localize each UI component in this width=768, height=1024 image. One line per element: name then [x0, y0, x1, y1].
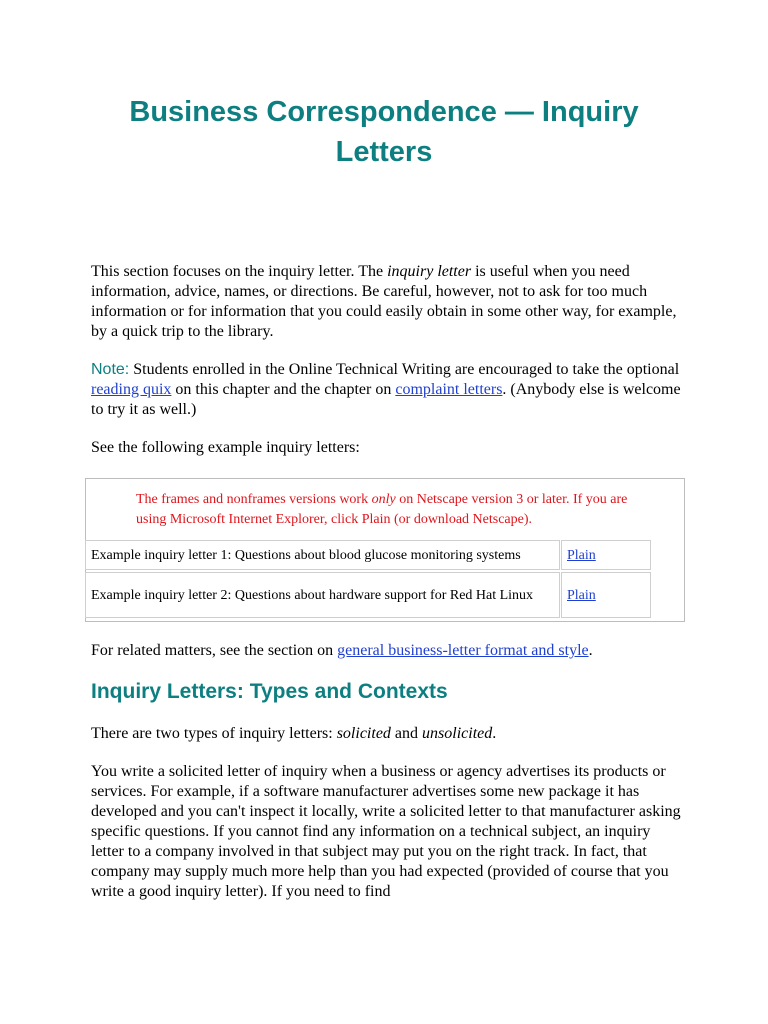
unsolicited-term: unsolicited — [422, 725, 493, 742]
related-paragraph — [91, 641, 691, 661]
reading-quiz-link[interactable]: reading quix — [91, 381, 172, 398]
example-row-1-label — [85, 540, 560, 570]
browser-compatibility-notice — [136, 490, 656, 530]
notice-text-2: on Netscape version 3 or later. If you are using Microsoft Internet Explorer, click Plain (or download Netscape). — [136, 492, 628, 527]
intro-text-2: is useful when you need information, advice, names, or directions. Be careful, however, not to ask for too much information or for information that you could easily obtain in some other way, for example, by a quick trip to the library. — [91, 263, 677, 340]
related-text-1: For related matters, see the section on — [91, 642, 338, 659]
page-title: Business Correspondence — Inquiry Letters — [129, 96, 639, 168]
intro-paragraph — [91, 262, 691, 342]
note-label: Note: — [91, 361, 130, 378]
solicited-term: solicited — [336, 725, 391, 742]
types-text-2: and — [390, 725, 423, 742]
business-letter-format-link[interactable]: general business-letter format and style — [337, 642, 589, 659]
intro-emphasis: inquiry letter — [387, 263, 472, 280]
note-text-1: Students enrolled in the Online Technical Writing are encouraged to take the optional — [129, 361, 680, 378]
example-2-description: Example inquiry letter 2: Questions about hardware support for Red Hat Linux — [91, 587, 534, 603]
solicited-letter-paragraph: You write a solicited letter of inquiry when a business or agency advertises its products or services. For example, if a software manufacturer advertises some new package it has developed and you can't inspect it locally, write a solicited letter to that manufacturer asking specific questions. If you cannot find any information on a technical subject, an inquiry letter to a company involved in that subject may put you on the right track. In fact, that company may supply much more help than you had expected (provided of course that you write a good inquiry letter). If you need to find — [91, 763, 681, 900]
note-text-2: on this chapter and the chapter on — [171, 381, 396, 398]
example-2-plain-link[interactable]: Plain — [567, 587, 596, 603]
example-row-2-link-cell — [561, 572, 651, 618]
see-examples-text: See the following example inquiry letters: — [91, 439, 360, 456]
notice-emphasis: only — [371, 492, 396, 507]
intro-text-1: This section focuses on the inquiry letter. The — [91, 263, 388, 280]
example-row-2-label — [85, 572, 560, 618]
types-text-3: . — [492, 725, 497, 742]
types-text-1: There are two types of inquiry letters: — [91, 725, 337, 742]
example-1-description: Example inquiry letter 1: Questions about blood glucose monitoring systems — [91, 547, 521, 563]
letter-types-paragraph — [91, 724, 691, 744]
example-row-1-link-cell — [561, 540, 651, 570]
complaint-letters-link[interactable]: complaint letters — [395, 381, 503, 398]
notice-text-1: The frames and nonframes versions work — [136, 492, 372, 507]
note-paragraph — [91, 360, 691, 420]
section-heading: Inquiry Letters: Types and Contexts — [91, 680, 448, 703]
related-text-2: . — [588, 642, 593, 659]
note-text-3: . (Anybody else is welcome to try it as well.) — [91, 381, 681, 418]
example-1-plain-link[interactable]: Plain — [567, 547, 596, 563]
